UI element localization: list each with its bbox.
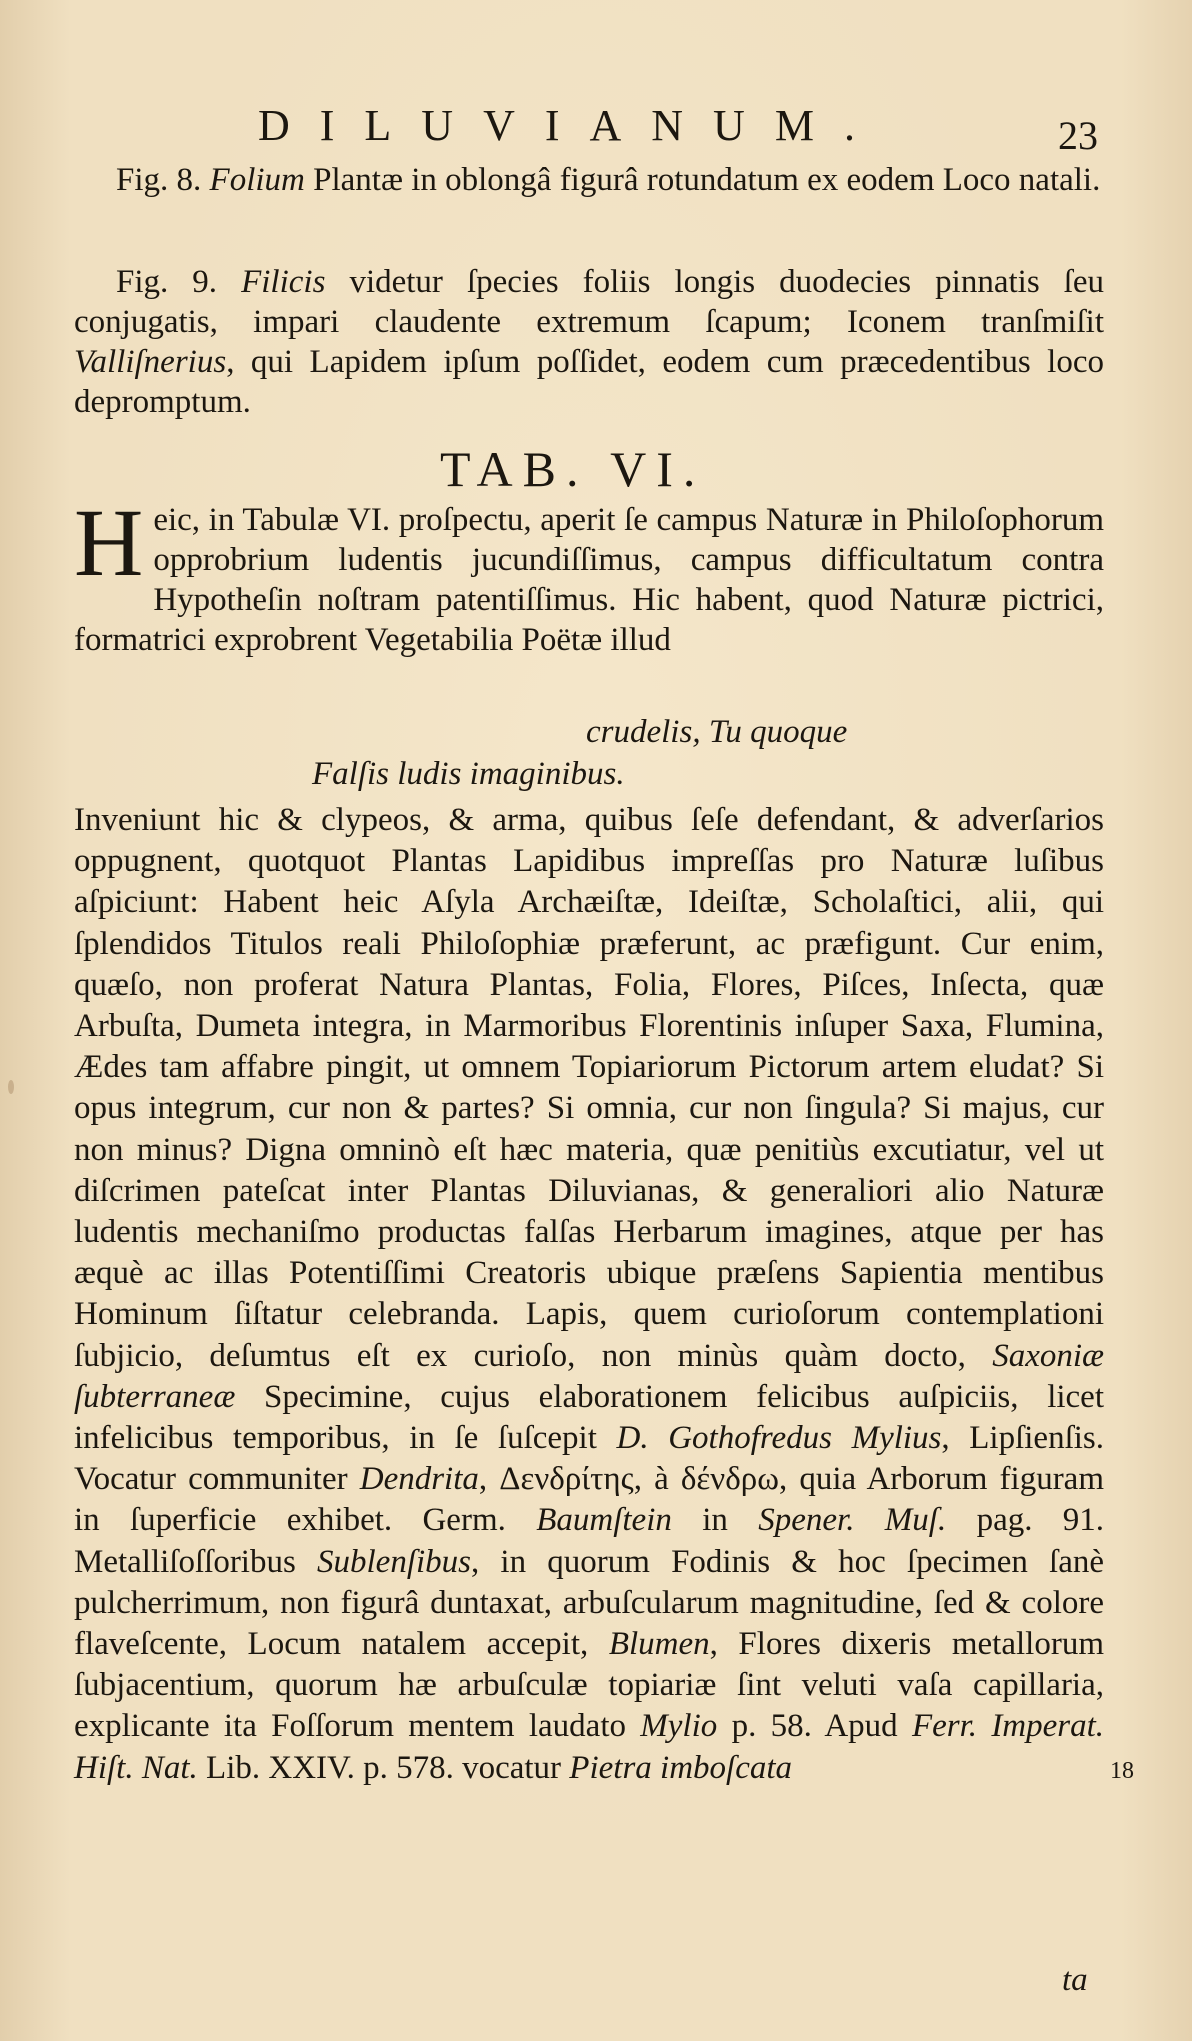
main-italic9: Ferr. Imperat. Hiſt. Nat. <box>74 1708 1105 1786</box>
intro-text: eic, in Tabulæ VI. proſpectu, aperit ſe campus Naturæ in Philoſophorum opprobrium ludentis jucundiſſimus, campus difficultatum contra Hypotheſin noſtram patentiſſimus. Hic habent, quod Naturæ pictrici, formatrici exprobrent Vegetabilia Poëtæ illud <box>74 502 1104 658</box>
fig9-text1: videtur ſpecies foliis longis duodecies pinnatis ſeu conjugatis, impari claudente extremum ſcapum; Iconem tranſmiſit <box>74 264 1105 340</box>
verse-line-2: Falſis ludis imaginibus. <box>312 756 625 792</box>
main-paragraph <box>74 800 1104 1789</box>
fig9-text2: , qui Lapidem ipſum poſſidet, eodem cum præcedentibus loco depromptum. <box>74 344 1104 420</box>
main-part8: , Flores dixeris metallorum ſubjacentium, quorum hæ arbuſculæ topiariæ ſint veluti vaſa capillaria, explicante ita Foſſorum mentem laudato <box>74 1626 1104 1745</box>
main-part10: Lib. XXIV. p. 578. vocatur <box>206 1749 562 1786</box>
section-heading: TAB. VI. <box>440 441 706 497</box>
main-italic10: Pietra imboſcata <box>569 1749 793 1786</box>
drop-cap: H <box>74 489 144 596</box>
main-italic3: Dendrita <box>359 1461 479 1498</box>
main-part1: Inveniunt hic & clypeos, & arma, quibus ſeſe defendant, & adverſarios oppugnent, quotquot Plantas Lapidibus impreſſas pro Naturæ luſibus aſpiciunt: Habent heic Aſyla Archæiſtæ, Ideiſtæ, Scholaſtici, alii, qui ſplendidos Titulos reali Philoſophiæ præferunt, ac præfigunt. Cur enim, quæſo, non proferat Natura Plantas, Folia, Flores, Piſces, Inſecta, quæ Arbuſta, Dumeta integra, in Marmoribus Florentinis inſuper Saxa, Flumina, Ædes tam affabre pingit, ut omnem Topiariorum Pictorum artem eludat? Si opus integrum, cur non & partes? Si omnia, cur non ſingula? Si majus, cur non minus? Digna omninò eſt hæc materia, quæ penitiùs excutiatur, vel ut diſcrimen pateſcat inter Plantas Diluvianas, & generaliori alio Naturæ ludentis mechaniſmo productas falſas Herbarum imagines, atque per has æquè ac illas Potentiſſimi Creatoris ubique præſens Sapientia mentibus Hominum ſiſtatur celebranda. Lapis, quem curioſorum contemplationi ſubjicio, deſumtus eſt ex curioſo, non minùs quàm docto, <box>74 802 1104 1374</box>
running-head: DILUVIANUM. <box>258 101 885 150</box>
fig9-label: Fig. 9. <box>116 264 218 300</box>
main-italic6: Sublenſibus <box>317 1543 471 1580</box>
verse-line-1: crudelis, Tu quoque <box>586 714 848 750</box>
section-intro <box>74 489 1104 660</box>
main-part6: pag. 91. Metalliſoſſoribus <box>74 1502 1105 1580</box>
page-number: 23 <box>1058 113 1098 158</box>
main-part2: Specimine, cujus elaborationem felicibus auſpiciis, licet infelicibus temporibus, in ſe ſuſcepit <box>74 1378 1104 1457</box>
paragraph-fig8 <box>74 160 1104 200</box>
main-italic4: Baumſtein <box>536 1502 672 1539</box>
paper-speck <box>8 1080 14 1094</box>
main-italic1: Saxoniæ ſubterraneæ <box>74 1337 1105 1415</box>
fig9-name2: Valliſnerius <box>74 344 227 380</box>
fig8-text: Plantæ in oblongâ figurâ rotundatum ex eodem Loco natali. <box>313 162 1101 198</box>
main-italic7: Blumen <box>608 1626 710 1663</box>
main-part3: , Lipſienſis. Vocatur communiter <box>74 1420 1104 1498</box>
main-italic5: Spener. Muſ. <box>758 1502 947 1539</box>
main-part7: , in quorum Fodinis & hoc ſpecimen ſanè pulcherrimum, non figurâ duntaxat, arbuſcularum magnitudine, ſed & colore flaveſcente, Locum natalem accepit, <box>74 1543 1104 1663</box>
fig8-name: Folium <box>209 162 305 198</box>
fig8-label: Fig. 8. <box>116 162 202 198</box>
main-italic2: D. Gothofredus Mylius <box>616 1420 942 1457</box>
main-part9: p. 58. Apud <box>731 1708 898 1745</box>
catchword: ta <box>1062 1962 1088 1998</box>
paragraph-fig9 <box>74 262 1104 422</box>
main-part5: in <box>702 1502 728 1539</box>
main-greek1: , Δενδρίτης, à δένδρω, <box>478 1461 788 1498</box>
margin-note: 18 <box>1110 1758 1134 1784</box>
main-part4: quia Arborum figuram in ſuperficie exhibet. Germ. <box>74 1461 1104 1539</box>
main-italic8: Mylio <box>640 1708 718 1745</box>
fig9-name: Filicis <box>241 264 326 300</box>
